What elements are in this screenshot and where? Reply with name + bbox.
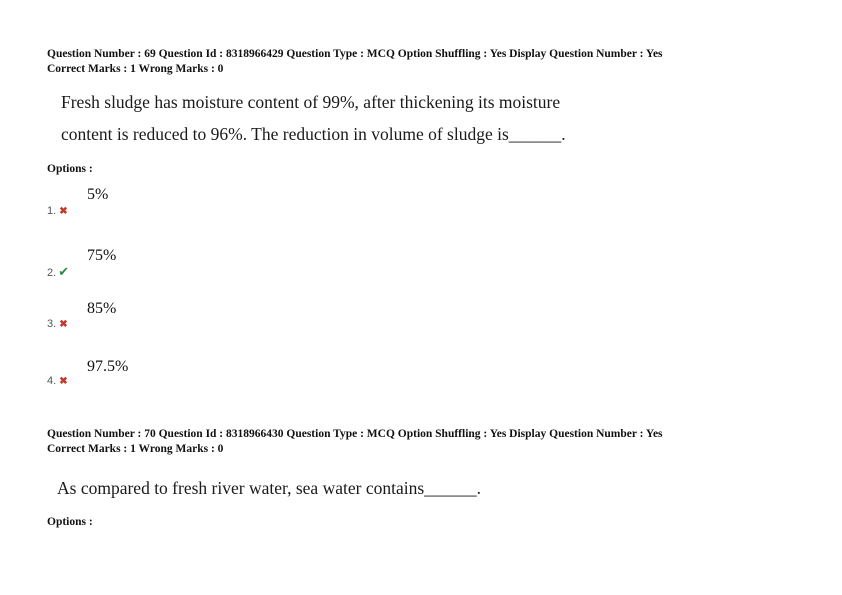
question-meta-line: Question Number : 70 Question Id : 8318966430 Question Type : MCQ Option Shuffling : Yes Display Question Number : Yes: [47, 428, 663, 440]
option-number-label: 2.: [47, 267, 57, 279]
options-label: Options :: [47, 516, 93, 528]
option-2-number: [47, 264, 69, 280]
option-3-number: [47, 318, 68, 330]
question-70-meta: [47, 427, 663, 457]
option-2-text[interactable]: 75%: [87, 247, 117, 264]
option-number-label: 4.: [47, 375, 57, 387]
option-number-label: 3.: [47, 318, 57, 330]
check-icon: ✔: [58, 264, 70, 279]
option-number-label: 1.: [47, 205, 57, 217]
cross-icon: ✖: [59, 206, 68, 217]
question-70-text-line-1: As compared to fresh river water, sea water contains______.: [57, 478, 482, 498]
marks-line: Correct Marks : 1 Wrong Marks : 0: [47, 443, 224, 455]
options-label: Options :: [47, 163, 93, 175]
cross-icon: ✖: [59, 376, 68, 387]
question-meta-line: Question Number : 69 Question Id : 8318966429 Question Type : MCQ Option Shuffling : Yes Display Question Number : Yes: [47, 48, 663, 60]
question-69-text-line-1: Fresh sludge has moisture content of 99%, after thickening its moisture: [61, 92, 561, 112]
option-4-text[interactable]: 97.5%: [87, 358, 129, 375]
question-69-text-line-2: content is reduced to 96%. The reduction in volume of sludge is______.: [61, 124, 566, 144]
option-1-text[interactable]: 5%: [87, 186, 109, 203]
cross-icon: ✖: [59, 319, 68, 330]
question-69-meta: [47, 47, 663, 77]
option-4-number: [47, 375, 68, 387]
marks-line: Correct Marks : 1 Wrong Marks : 0: [47, 63, 224, 75]
option-1-number: [47, 205, 68, 217]
option-3-text[interactable]: 85%: [87, 300, 117, 317]
